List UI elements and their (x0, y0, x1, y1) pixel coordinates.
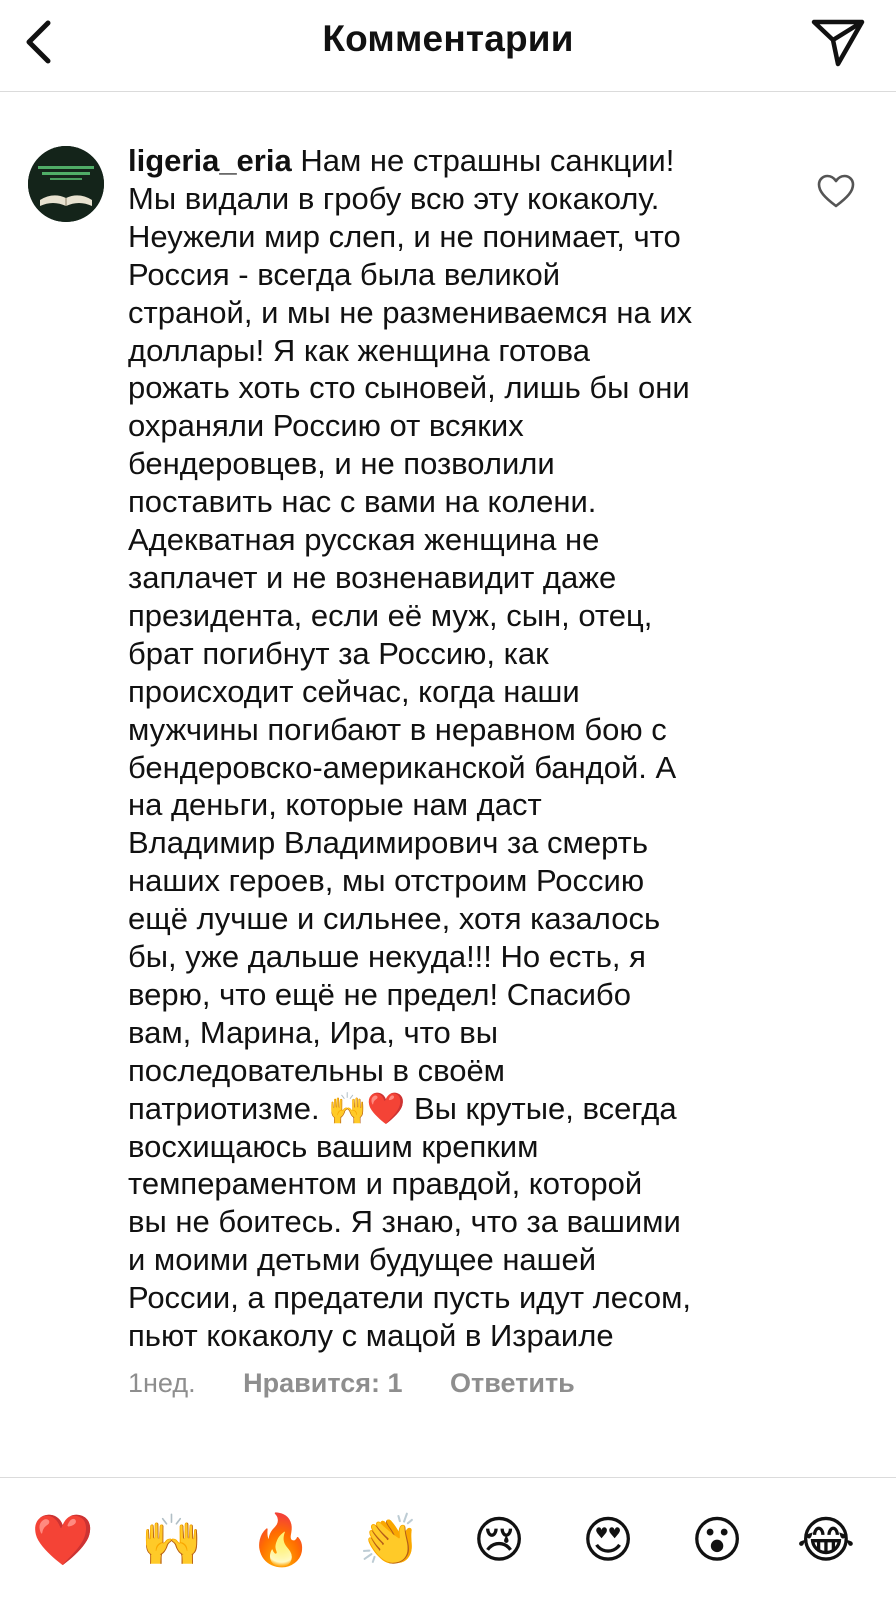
comment (0, 92, 896, 1472)
comment-line: охраняли Россию от всяких (128, 408, 524, 444)
comment-line: доллары! Я как женщина готова (128, 332, 591, 368)
comment-line: поставить нас с вами на колени. (128, 484, 597, 520)
comment-line: темпераментом и правдой, которой (128, 1166, 643, 1202)
comment-text (128, 142, 768, 1355)
comment-line: патриотизме. 🙌❤️ Вы крутые, всегда (128, 1090, 677, 1126)
reaction-fire[interactable]: 🔥 (249, 1511, 313, 1569)
comment-username[interactable]: ligeria_eria (128, 143, 292, 178)
comment-line: на деньги, которые нам даст (128, 787, 542, 823)
quick-reactions-bar (0, 1477, 896, 1600)
reaction-clapping-hands[interactable]: 👏 (358, 1511, 422, 1569)
comment-line: Владимир Владимирович за смерть (128, 825, 648, 861)
heart-outline-icon (816, 172, 856, 212)
comment-line: восхищаюсь вашим крепким (128, 1128, 539, 1164)
comment-line: происходит сейчас, когда наши (128, 673, 580, 709)
reaction-raising-hands[interactable]: 🙌 (140, 1511, 204, 1569)
comment-line: бы, уже дальше некуда!!! Но есть, я (128, 939, 646, 975)
reaction-tears-of-joy[interactable]: 😂 (796, 1511, 856, 1569)
reaction-surprised-face[interactable]: 😮 (690, 1511, 744, 1569)
comment-line: мужчины погибают в неравном бою с (128, 711, 667, 747)
comment-line: ещё лучше и сильнее, хотя казалось (128, 901, 661, 937)
open-bible-avatar (28, 146, 104, 222)
comment-line: заплачет и не возненавидит даже (128, 559, 617, 595)
reply-button[interactable]: Ответить (450, 1368, 575, 1398)
comment-line: наших героев, мы отстроим Россию (128, 863, 645, 899)
comment-meta (128, 1368, 575, 1399)
comment-line: бендеровцев, и не позволили (128, 446, 555, 482)
avatar[interactable] (28, 146, 104, 222)
comment-line: Россия - всегда была великой (128, 256, 561, 292)
comment-like-button[interactable] (816, 172, 856, 212)
comment-timestamp: 1нед. (128, 1368, 196, 1398)
comment-line: вы не боитесь. Я знаю, что за вашими (128, 1204, 681, 1240)
likes-count-link[interactable]: Нравится: 1 (243, 1368, 403, 1398)
comment-line: Адекватная русская женщина не (128, 522, 600, 558)
reaction-heart-eyes[interactable]: 😍 (581, 1511, 635, 1569)
top-bar (0, 0, 896, 92)
comment-line: России, а предатели пусть идут лесом, (128, 1280, 692, 1316)
paper-plane-icon (808, 12, 868, 72)
comment-line: рожать хоть сто сыновей, лишь бы они (128, 370, 690, 406)
comment-line: бендеровско-американской бандой. А (128, 749, 677, 785)
comment-line: президента, если её муж, сын, отец, (128, 597, 653, 633)
reaction-crying-face[interactable]: 😢 (472, 1511, 526, 1569)
reaction-red-heart[interactable]: ❤️ (31, 1511, 95, 1569)
comment-line: вам, Марина, Ира, что вы (128, 1014, 499, 1050)
comment-line: Мы видали в гробу всю эту кокаколу. (128, 180, 660, 216)
comment-line: верю, что ещё не предел! Спасибо (128, 976, 631, 1012)
share-button[interactable] (808, 12, 868, 72)
comment-line: пьют кокаколу с мацой в Израиле (128, 1318, 614, 1354)
comment-line: Неужели мир слеп, и не понимает, что (128, 218, 681, 254)
page-title: Комментарии (322, 18, 574, 59)
comment-line: последовательны в своём (128, 1052, 505, 1088)
comment-line: Нам не страшны санкции! (300, 143, 675, 178)
comment-line: брат погибнут за Россию, как (128, 635, 549, 671)
comment-line: и моими детьми будущее нашей (128, 1242, 597, 1278)
comment-line: страной, и мы не размениваемся на их (128, 294, 693, 330)
